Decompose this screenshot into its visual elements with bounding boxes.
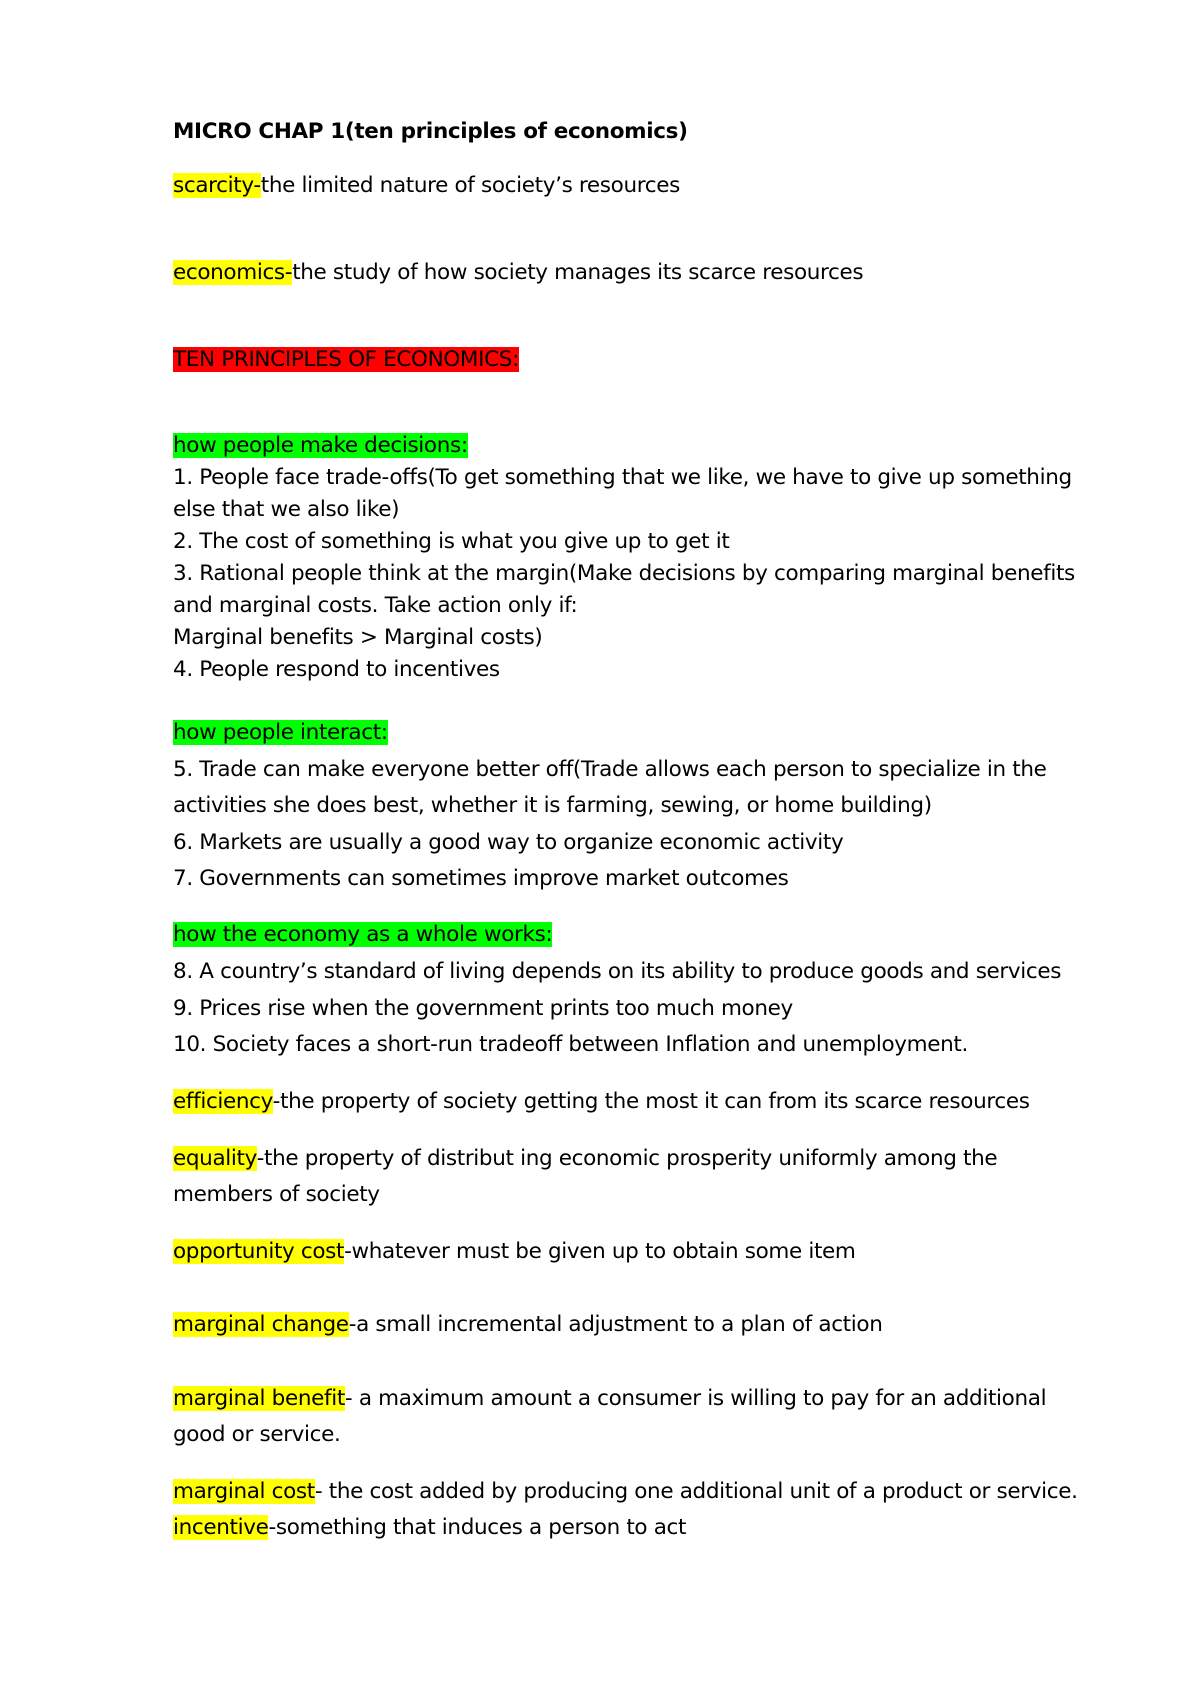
definition-text: - the cost added by producing one additional unit of a product or service. <box>314 1479 1078 1504</box>
principle-line: 4. People respond to incentives <box>173 657 500 682</box>
definition-opportunity-cost <box>173 1236 856 1268</box>
term-highlight: marginal change <box>173 1312 349 1337</box>
main-heading-highlight: TEN PRINCIPLES OF ECONOMICS: <box>173 347 519 372</box>
term-highlight: marginal cost <box>173 1479 315 1504</box>
term-highlight: efficiency <box>173 1089 273 1114</box>
definition-text: -a small incremental adjustment to a plan of action <box>348 1312 883 1337</box>
principle-line: 9. Prices rise when the government prints too much money <box>173 996 793 1021</box>
document-title: MICRO CHAP 1(ten principles of economics) <box>173 119 688 144</box>
term-highlight: incentive <box>173 1515 269 1540</box>
principle-line: 3. Rational people think at the margin(Make decisions by comparing marginal benefits <box>173 561 1075 586</box>
definition-text: -the property of distribut ing economic prosperity uniformly among the <box>256 1146 998 1171</box>
definition-scarcity <box>173 170 680 202</box>
definition-text: the limited nature of society’s resources <box>260 173 680 198</box>
main-heading <box>173 344 519 376</box>
definition-text: - a maximum amount a consumer is willing to pay for an additional <box>344 1386 1047 1411</box>
term-highlight: opportunity cost <box>173 1239 345 1264</box>
definition-efficiency <box>173 1086 1030 1118</box>
definition-marginal-benefit <box>173 1383 1046 1415</box>
definition-marginal-change <box>173 1309 882 1341</box>
principle-line: 10. Society faces a short-run tradeoff between Inflation and unemployment. <box>173 1032 968 1057</box>
definition-text: -the property of society getting the most it can from its scarce resources <box>272 1089 1030 1114</box>
section-heading-highlight: how people interact: <box>173 720 388 745</box>
section-heading-highlight: how the economy as a whole works: <box>173 922 553 947</box>
principle-line: activities she does best, whether it is farming, sewing, or home building) <box>173 793 932 818</box>
definition-text: -whatever must be given up to obtain some item <box>344 1239 856 1264</box>
definition-equality <box>173 1143 997 1175</box>
section-heading-highlight: how people make decisions: <box>173 433 468 458</box>
definition-continuation: good or service. <box>173 1422 341 1447</box>
term-highlight: marginal benefit <box>173 1386 345 1411</box>
definition-text: the study of how society manages its scarce resources <box>292 260 864 285</box>
principle-line: 6. Markets are usually a good way to organize economic activity <box>173 830 844 855</box>
section-heading-interact <box>173 717 388 749</box>
principle-line: 2. The cost of something is what you give up to get it <box>173 529 730 554</box>
section-heading-economy <box>173 919 552 951</box>
principle-line: Marginal benefits > Marginal costs) <box>173 625 543 650</box>
term-highlight: scarcity- <box>173 173 261 198</box>
definition-incentive <box>173 1512 686 1544</box>
principle-line: 5. Trade can make everyone better off(Trade allows each person to specialize in the <box>173 757 1047 782</box>
principle-line: 7. Governments can sometimes improve market outcomes <box>173 866 789 891</box>
definition-economics <box>173 257 863 289</box>
term-highlight: economics- <box>173 260 293 285</box>
definition-marginal-cost <box>173 1476 1078 1508</box>
section-heading-decisions <box>173 430 468 462</box>
principle-line: else that we also like) <box>173 497 400 522</box>
principle-line: 8. A country’s standard of living depends on its ability to produce goods and services <box>173 959 1062 984</box>
term-highlight: equality <box>173 1146 257 1171</box>
principle-line: 1. People face trade-offs(To get something that we like, we have to give up something <box>173 465 1072 490</box>
definition-text: -something that induces a person to act <box>268 1515 687 1540</box>
definition-continuation: members of society <box>173 1182 380 1207</box>
principle-line: and marginal costs. Take action only if: <box>173 593 578 618</box>
